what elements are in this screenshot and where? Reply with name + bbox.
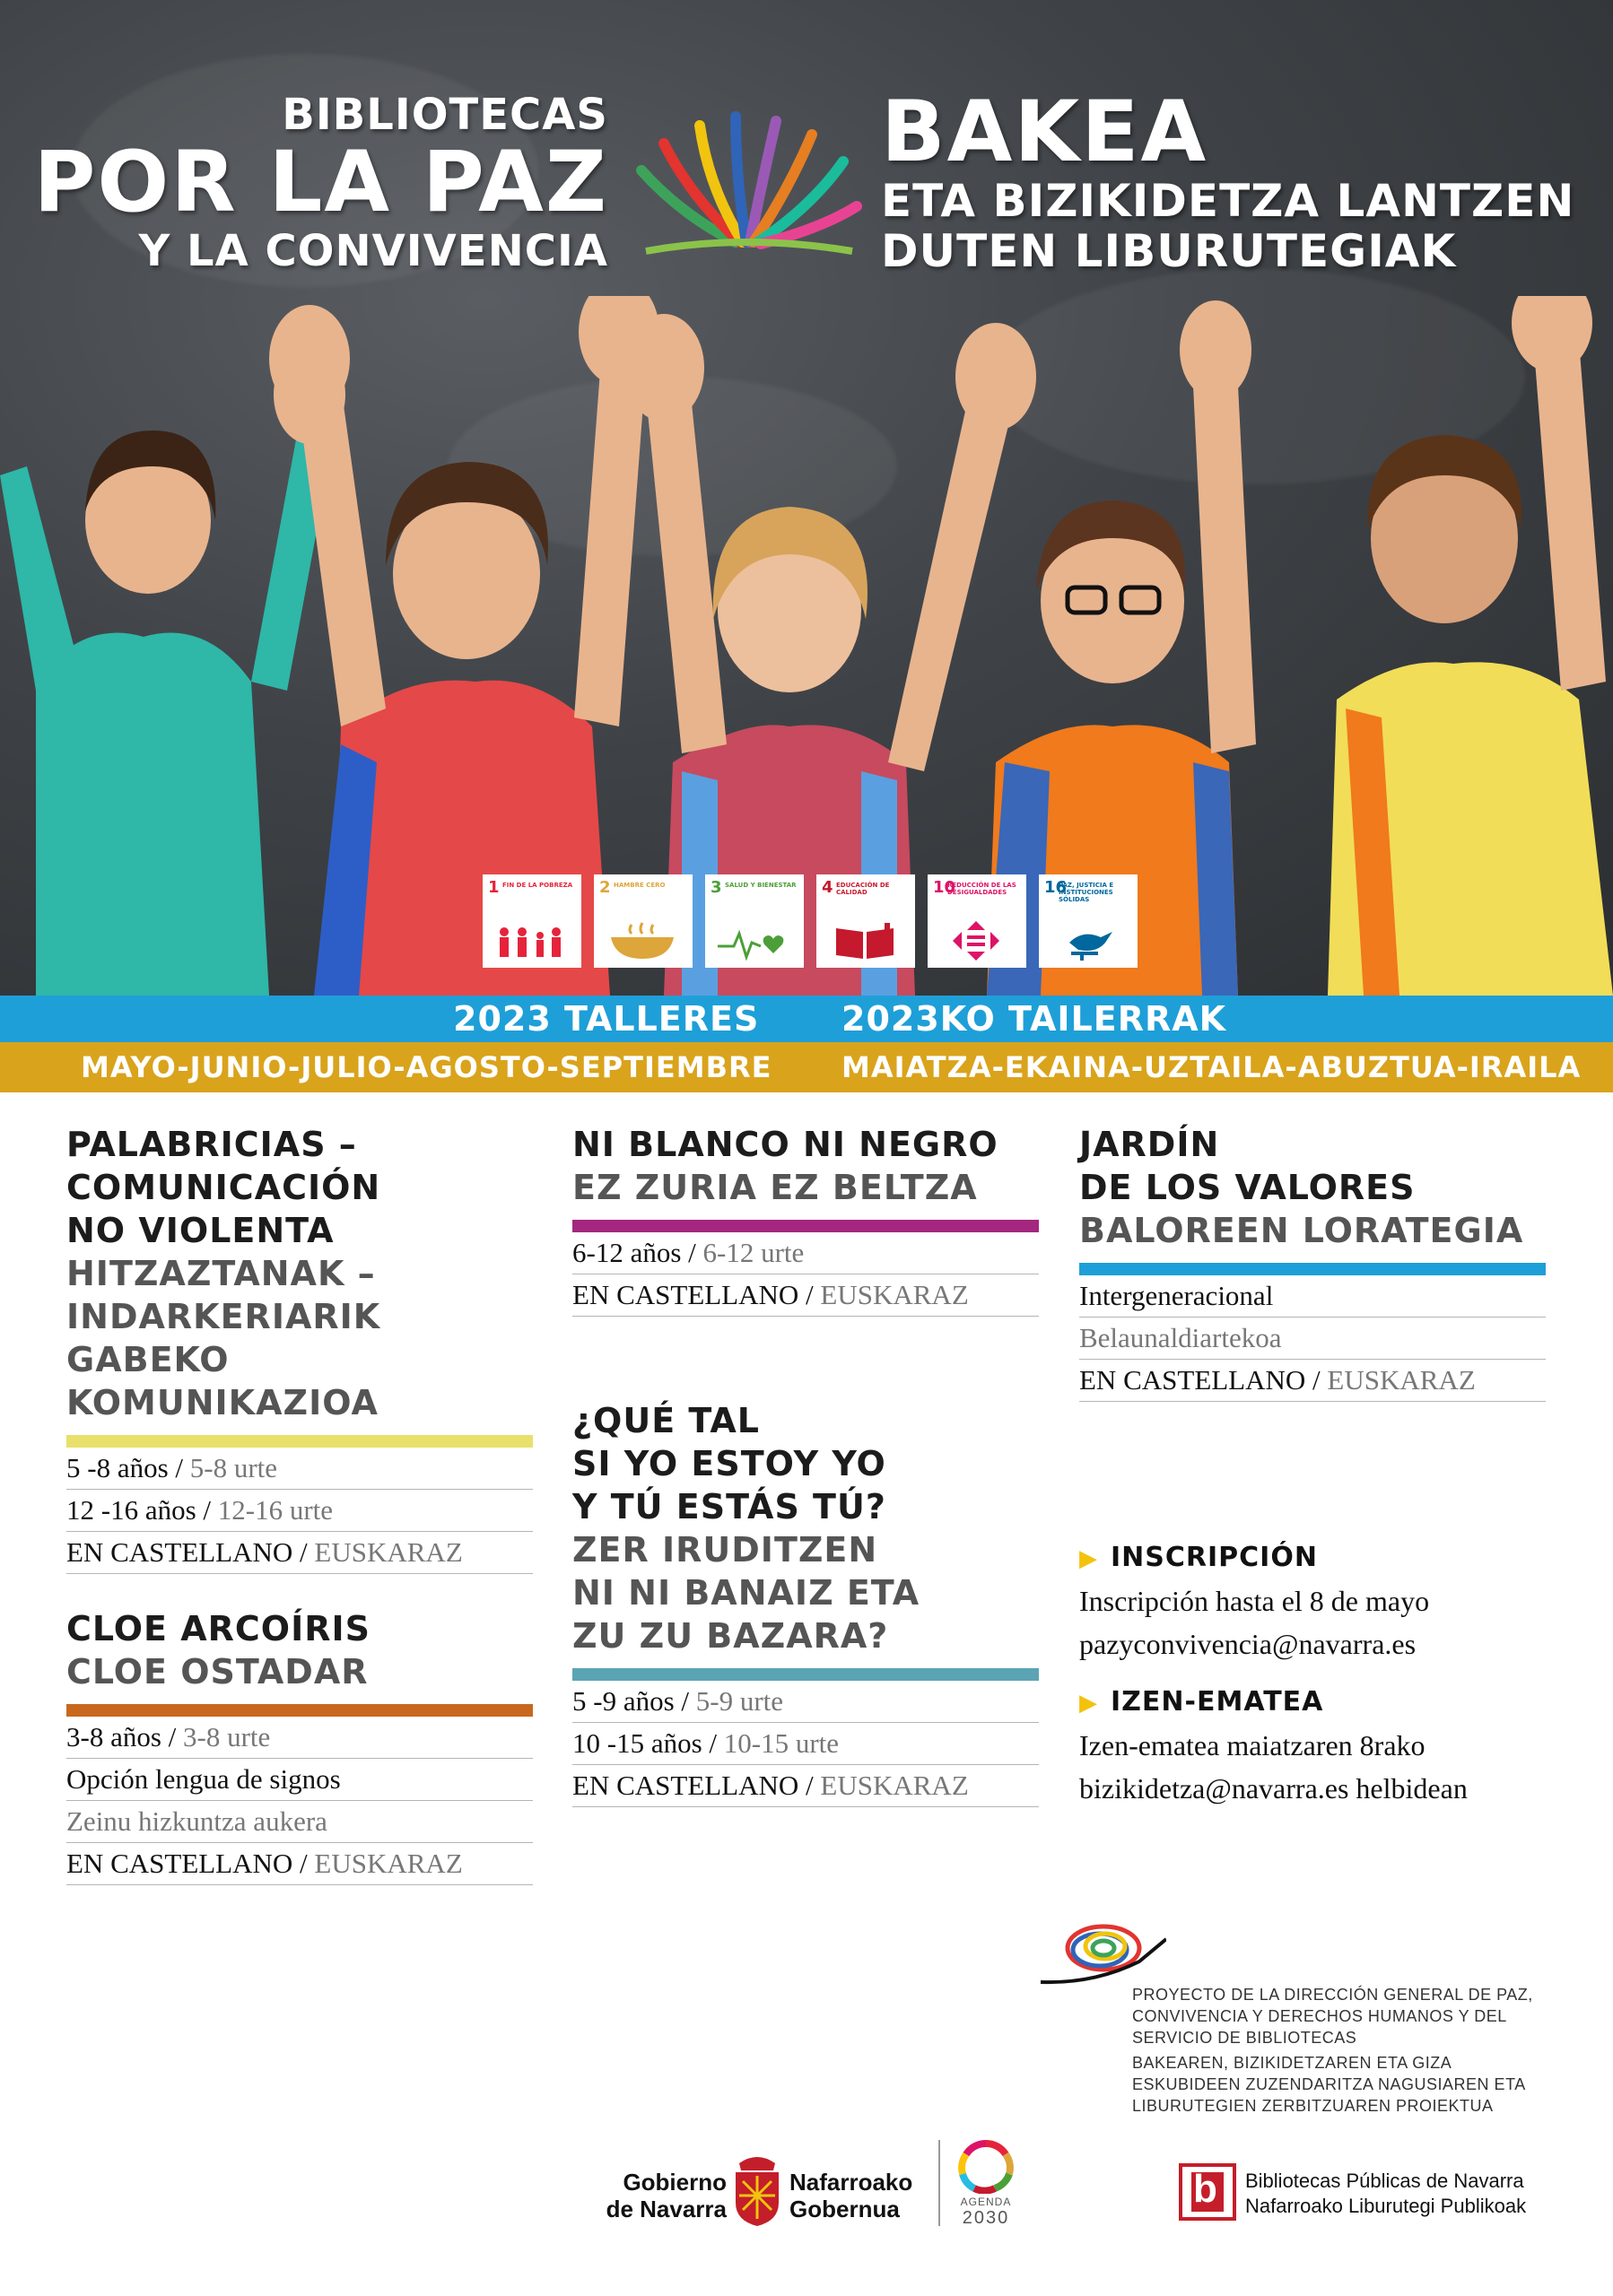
workshop-title-eu: CLOE OSTADAR: [66, 1652, 369, 1692]
triangle-bullet-icon: ▶: [1079, 1545, 1098, 1572]
color-rule: [1079, 1263, 1546, 1275]
months-band: [0, 1042, 1613, 1092]
sdg-number: 4: [822, 878, 833, 897]
title-line: NI NI BANAIZ ETA: [572, 1573, 920, 1613]
people-icon: [495, 925, 567, 961]
sdg-number: 10: [933, 878, 956, 897]
gob-line: de Navarra: [606, 2196, 727, 2222]
title-line: Y TÚ ESTÁS TÚ?: [572, 1487, 886, 1526]
sdg-number: 16: [1044, 878, 1068, 897]
title-line: GABEKO: [66, 1340, 230, 1379]
workshop-title-eu: BALOREEN LORATEGIA: [1079, 1211, 1524, 1250]
info-row: Intergeneracional: [1079, 1275, 1546, 1318]
equality-icon: [940, 921, 1012, 961]
title-line: ZU ZU BAZARA?: [572, 1616, 889, 1656]
info-row: 5 -8 años / 5-8 urte: [66, 1448, 533, 1490]
title-line: JARDÍN: [1079, 1125, 1220, 1164]
bib-name-es: Bibliotecas Públicas de Navarra: [1245, 2170, 1524, 2192]
color-rule: [66, 1435, 533, 1448]
title-es-line1: BIBLIOTECAS: [282, 90, 608, 140]
sdg-label: PAZ, JUSTICIA E INSTITUCIONES SÓLIDAS: [1059, 882, 1114, 903]
color-rule: [572, 1220, 1039, 1232]
agenda-2030-wheel-icon: [955, 2140, 1017, 2194]
title-line: PALABRICIAS –: [66, 1125, 357, 1164]
sdg-number: 2: [599, 878, 611, 897]
title-line: KOMUNIKAZIOA: [66, 1383, 379, 1422]
info-row: 12 -16 años / 12-16 urte: [66, 1490, 533, 1532]
gobierno-es: [592, 2169, 727, 2222]
title-line: HITZAZTANAK –: [66, 1254, 376, 1293]
info-row: Opción lengua de signos: [66, 1759, 533, 1801]
sdg-2: [594, 874, 693, 968]
sdg-label: EDUCACIÓN DE CALIDAD: [836, 882, 890, 896]
sdg-label: SALUD Y BIENESTAR: [725, 882, 797, 889]
workshop-que-tal: [572, 1399, 1039, 1807]
inscription-email-eu[interactable]: bizikidetza@navarra.es helbidean: [1079, 1772, 1468, 1805]
title-eu-line2: ETA BIZIKIDETZA LANTZEN: [881, 175, 1575, 227]
sdg-icons: [483, 874, 1138, 968]
workshop-cloe: [66, 1607, 533, 1885]
inscription-deadline-es: Inscripción hasta el 8 de mayo: [1079, 1585, 1430, 1617]
child-5: [1328, 296, 1613, 996]
gobierno-eu: [789, 2169, 912, 2222]
project-credit-eu: [1132, 2052, 1526, 2117]
months-es: MAYO-JUNIO-JULIO-AGOSTO-SEPTIEMBRE: [81, 1050, 772, 1084]
workshop-title-eu: EZ ZURIA EZ BELTZA: [572, 1168, 978, 1207]
book-icon: [829, 923, 901, 961]
agenda-2030-text: [951, 2196, 1021, 2229]
title-line: INDARKERIARIK: [66, 1297, 381, 1336]
workshop-jardin: [1079, 1123, 1546, 1402]
info-row: EN CASTELLANO / EUSKARAZ: [572, 1765, 1039, 1807]
sdg-label: REDUCCIÓN DE LAS DESIGUALDADES: [947, 882, 1016, 896]
title-line: DE LOS VALORES: [1079, 1168, 1416, 1207]
navarra-coat-of-arms-icon: [732, 2151, 782, 2226]
title-eu-line1: BAKEA: [881, 83, 1208, 181]
inscription-heading-es: ▶ INSCRIPCIÓN: [1079, 1537, 1582, 1579]
workshop-title-eu: [66, 1252, 533, 1424]
credit-line: BAKEAREN, BIZIKIDETZAREN ETA GIZA: [1132, 2054, 1452, 2072]
title-line: ZER IRUDITZEN: [572, 1530, 878, 1570]
info-row: EN CASTELLANO / EUSKARAZ: [572, 1274, 1039, 1317]
info-row: Belaunaldiartekoa: [1079, 1318, 1546, 1360]
workshop-title-es: [572, 1399, 1039, 1528]
sdg-label: HAMBRE CERO: [614, 882, 666, 889]
color-rule: [66, 1704, 533, 1717]
divider: [938, 2140, 940, 2226]
heartbeat-icon: [718, 925, 789, 961]
talleres-es: 2023 TALLERES: [453, 999, 760, 1039]
project-credit-es: [1132, 1984, 1533, 2048]
gob-line: Gobernua: [789, 2196, 900, 2222]
dove-icon: [1051, 925, 1123, 961]
workshop-title-es: NI BLANCO NI NEGRO: [572, 1125, 998, 1164]
sdg-4: [816, 874, 915, 968]
hero-photo: [0, 0, 1613, 996]
talleres-eu: 2023KO TAILERRAK: [841, 999, 1227, 1039]
inscription-block: [1079, 1537, 1582, 1810]
workshop-title-es: [1079, 1123, 1546, 1209]
sdg-3: [705, 874, 804, 968]
workshop-palabricias: [66, 1123, 533, 1574]
inscription-heading-eu: ▶ IZEN-EMATEA: [1079, 1682, 1582, 1724]
title-es-line2: POR LA PAZ: [33, 134, 608, 231]
title-line: COMUNICACIÓN: [66, 1168, 381, 1207]
info-row: 5 -9 años / 5-9 urte: [572, 1681, 1039, 1723]
logo-letter: b: [1193, 2167, 1217, 2211]
credit-line: ESKUBIDEEN ZUZENDARITZA NAGUSIAREN ETA: [1132, 2075, 1526, 2093]
info-row: 6-12 años / 6-12 urte: [572, 1232, 1039, 1274]
sdg-1: [483, 874, 581, 968]
sdg-label: FIN DE LA POBREZA: [502, 882, 573, 889]
title-eu-line3: DUTEN LIBURUTEGIAK: [881, 225, 1457, 277]
book-fan-logo: [628, 108, 866, 265]
workshop-title-eu: [572, 1528, 1039, 1657]
sdg-10: [928, 874, 1026, 968]
workshop-title-es: [66, 1123, 533, 1252]
gob-line: Nafarroako: [789, 2169, 913, 2196]
title-basque: [881, 83, 1575, 277]
sdg-number: 3: [711, 878, 722, 897]
info-row: EN CASTELLANO / EUSKARAZ: [66, 1532, 533, 1574]
gob-line: Gobierno: [623, 2169, 727, 2196]
bowl-icon: [606, 921, 678, 961]
info-row: 10 -15 años / 10-15 urte: [572, 1723, 1039, 1765]
workshop-ni-blanco: [572, 1123, 1039, 1317]
bib-name-eu: Nafarroako Liburutegi Publikoak: [1245, 2195, 1527, 2217]
child-1: [0, 345, 345, 996]
info-row: EN CASTELLANO / EUSKARAZ: [66, 1843, 533, 1885]
credit-line: PROYECTO DE LA DIRECCIÓN GENERAL DE PAZ,: [1132, 1986, 1533, 2004]
credit-line: SERVICIO DE BIBLIOTECAS: [1132, 2029, 1357, 2047]
inscription-email-es[interactable]: pazyconvivencia@navarra.es: [1079, 1628, 1417, 1660]
info-row: EN CASTELLANO / EUSKARAZ: [1079, 1360, 1546, 1402]
info-row: 3-8 años / 3-8 urte: [66, 1717, 533, 1759]
title-line: NO VIOLENTA: [66, 1211, 335, 1250]
title-line: SI YO ESTOY YO: [572, 1444, 886, 1483]
agenda-year: 2030: [962, 2208, 1010, 2228]
title-spanish: [34, 90, 608, 276]
sdg-16: [1039, 874, 1138, 968]
credit-line: CONVIVENCIA Y DERECHOS HUMANOS Y DEL: [1132, 2007, 1507, 2025]
talleres-band: [0, 996, 1613, 1042]
agenda-label: AGENDA: [960, 2196, 1012, 2208]
months-eu: MAIATZA-EKAINA-UZTAILA-ABUZTUA-IRAILA: [841, 1050, 1582, 1084]
bibliotecas-name: [1245, 2169, 1526, 2219]
info-row: Zeinu hizkuntza aukera: [66, 1801, 533, 1843]
inscription-deadline-eu: Izen-ematea maiatzaren 8rako: [1079, 1729, 1426, 1761]
triangle-bullet-icon: ▶: [1079, 1690, 1098, 1717]
workshop-title-es: CLOE ARCOÍRIS: [66, 1609, 371, 1648]
sdg-number: 1: [488, 878, 500, 897]
project-bird-logo: [1041, 1921, 1166, 1993]
credit-line: LIBURUTEGIEN ZERBITZUAREN PROIEKTUA: [1132, 2097, 1494, 2115]
bibliotecas-logo: [1179, 2163, 1236, 2221]
title-line: ¿QUÉ TAL: [572, 1401, 760, 1440]
title-es-line3: Y LA CONVIVENCIA: [138, 226, 608, 276]
color-rule: [572, 1668, 1039, 1681]
